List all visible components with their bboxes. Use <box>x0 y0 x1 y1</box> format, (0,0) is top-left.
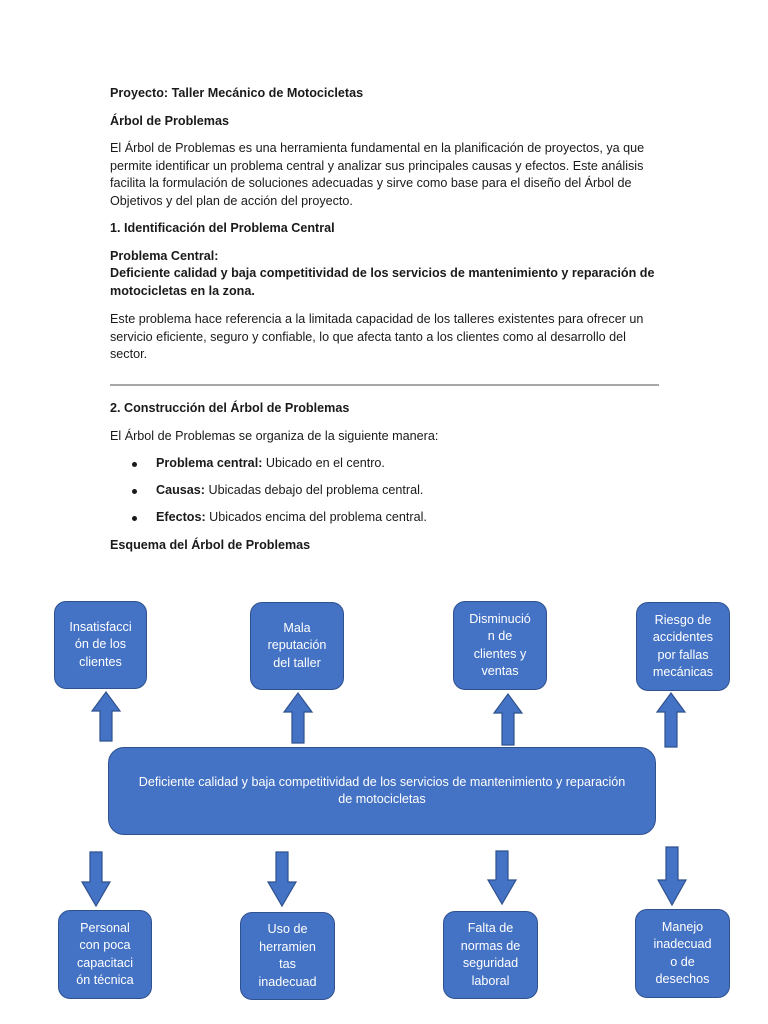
cause-label: Manejo inadecuad o de desechos <box>653 919 712 986</box>
section1-heading: 1. Identificación del Problema Central <box>110 221 335 235</box>
down-arrow-icon <box>488 851 516 904</box>
effect-box <box>54 601 147 689</box>
section1-paragraph: Este problema hace referencia a la limitada capacidad de los talleres existentes para ofrecer un servicio eficiente, seguro y confiable, lo que afecta tanto a los clientes como al desarrollo del sector. <box>110 312 644 361</box>
cause-box <box>58 910 152 999</box>
effect-label: Riesgo de accidentes por fallas mecánicas <box>652 612 714 679</box>
down-arrow-icon <box>268 852 296 906</box>
central-problem-statement: Deficiente calidad y baja competitividad de los servicios de mantenimiento y reparación de motocicletas en la zona. <box>110 266 655 298</box>
effect-box <box>453 601 547 690</box>
cause-box <box>635 909 730 998</box>
effect-label: Insatisfacci ón de los clientes <box>69 619 132 669</box>
bullet-term: Efectos: <box>156 510 206 524</box>
cause-box <box>240 912 335 1000</box>
up-arrow-icon <box>494 694 522 745</box>
bullet-text: Ubicados encima del problema central. <box>205 510 427 524</box>
bullet-text: Ubicado en el centro. <box>262 456 385 470</box>
project-title: Proyecto: Taller Mecánico de Motocicletas <box>110 86 364 100</box>
cause-label: Falta de normas de seguridad laboral <box>460 921 521 988</box>
down-arrow-icon <box>658 847 686 905</box>
central-problem-label: Problema Central: <box>110 249 219 263</box>
up-arrow-icon <box>657 693 685 747</box>
cause-label: Uso de herramien tas inadecuad <box>258 922 317 989</box>
tree-title: Árbol de Problemas <box>110 114 229 128</box>
cause-box <box>443 911 538 999</box>
down-arrow-icon <box>82 852 110 906</box>
effect-box <box>636 602 730 691</box>
section2-heading: 2. Construcción del Árbol de Problemas <box>110 401 350 415</box>
cause-label: Personal con poca capacitaci ón técnica <box>76 920 134 987</box>
section2-intro: El Árbol de Problemas se organiza de la siguiente manera: <box>110 429 439 443</box>
bullet-text: Ubicadas debajo del problema central. <box>205 483 424 497</box>
effect-box <box>250 602 344 690</box>
intro-paragraph: El Árbol de Problemas es una herramienta fundamental en la planificación de proyectos, ya que permite identificar un problema central y analizar sus principales causas y efectos. Este análisis facilita la formulación de soluciones adecuadas y sirve como base para el diseño del Árbol de Objetivos y del plan de acción del proyecto. <box>110 141 645 208</box>
bullet-term: Causas: <box>156 483 205 497</box>
central-problem-label: Deficiente calidad y baja competitividad de los servicios de mantenimiento y reparación de motocicletas <box>138 774 626 806</box>
scheme-title: Esquema del Árbol de Problemas <box>110 538 311 552</box>
up-arrow-icon <box>92 692 120 741</box>
effect-label: Mala reputación del taller <box>267 620 327 670</box>
bullet-term: Problema central: <box>156 456 263 470</box>
effect-label: Disminució n de clientes y ventas <box>469 611 531 678</box>
up-arrow-icon <box>284 693 312 743</box>
central-problem-box <box>108 747 656 835</box>
